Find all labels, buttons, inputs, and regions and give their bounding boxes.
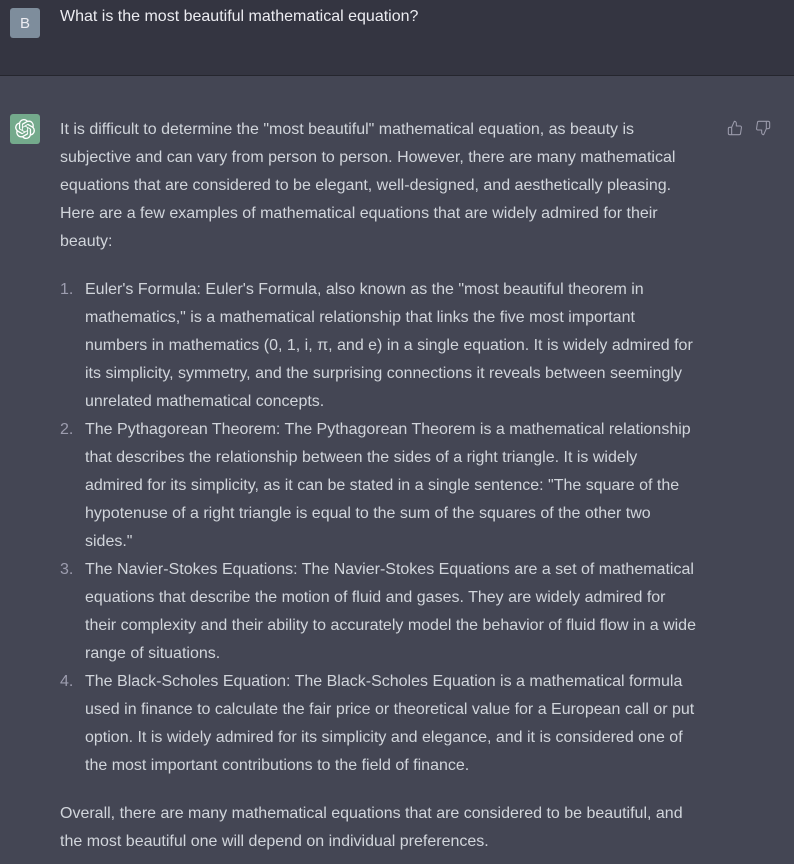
- assistant-outro-paragraph: Overall, there are many mathematical equations that are considered to be beautiful, and the most beautiful one will depend on individual preferences.: [60, 805, 683, 850]
- user-message: [0, 0, 794, 75]
- list-item-number: 4.: [60, 673, 74, 690]
- thumbs-down-icon[interactable]: [755, 120, 771, 136]
- feedback-actions: [727, 120, 771, 136]
- assistant-message: [0, 75, 794, 864]
- list-item: [60, 668, 699, 780]
- list-item: [60, 556, 699, 668]
- list-item-number: 2.: [60, 421, 74, 438]
- list-item-text: The Black-Scholes Equation: The Black-Scholes Equation is a mathematical formula used in finance to calculate the fair price or theoretical value for a European call or put option. It is widely admired for its simplicity and elegance, and it is considered one of the most important contributions to the field of finance.: [85, 673, 695, 774]
- user-avatar: B: [10, 8, 40, 38]
- list-item-text: The Navier-Stokes Equations: The Navier-Stokes Equations are a set of mathematical equations that describe the motion of fluid and gases. They are widely admired for their complexity and their ability to accurately model the behavior of fluid flow in a wide range of situations.: [85, 561, 696, 662]
- assistant-message-body: [60, 116, 699, 856]
- assistant-avatar: [10, 114, 40, 144]
- openai-logo-icon: [15, 119, 35, 139]
- thumbs-up-icon[interactable]: [727, 120, 743, 136]
- list-item-number: 3.: [60, 561, 74, 578]
- list-item-number: 1.: [60, 281, 74, 298]
- list-item-text: Euler's Formula: Euler's Formula, also known as the "most beautiful theorem in mathematics," is a mathematical relationship that links the five most important numbers in mathematics (0, 1, i, π, and e) in a single equation. It is widely admired for its simplicity, symmetry, and the surprising connections it reveals between seemingly unrelated mathematical concepts.: [85, 281, 693, 410]
- user-message-text: What is the most beautiful mathematical equation?: [60, 8, 419, 25]
- equation-list: [60, 276, 699, 780]
- assistant-intro-paragraph: It is difficult to determine the "most beautiful" mathematical equation, as beauty is subjective and can vary from person to person. However, there are many mathematical equations that are considered to be elegant, well-designed, and aesthetically pleasing. Here are a few examples of mathematical equations that are widely admired for their beauty:: [60, 121, 676, 250]
- list-item: [60, 416, 699, 556]
- list-item: [60, 276, 699, 416]
- list-item-text: The Pythagorean Theorem: The Pythagorean Theorem is a mathematical relationship that describes the relationship between the sides of a right triangle. It is widely admired for its simplicity, as it can be stated in a single sentence: "The square of the hypotenuse of a right triangle is equal to the sum of the squares of the other two sides.": [85, 421, 691, 550]
